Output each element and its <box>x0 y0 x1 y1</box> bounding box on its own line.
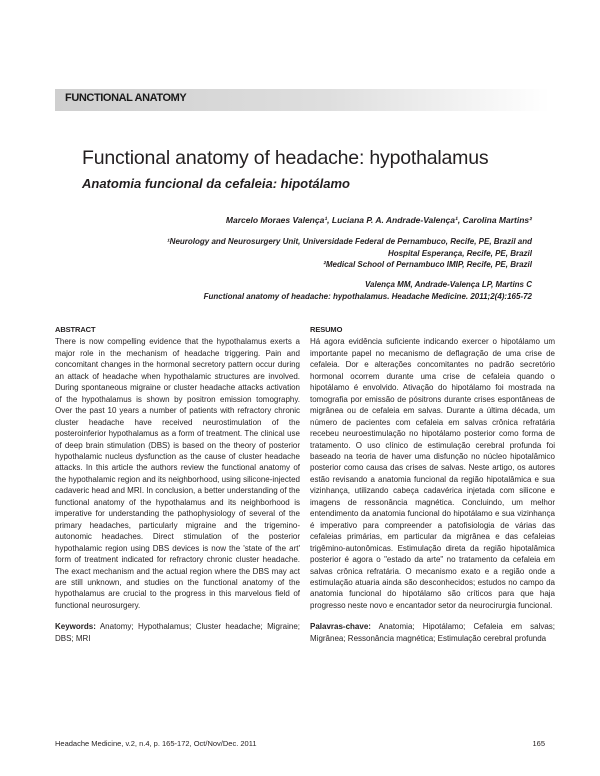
journal-footer: Headache Medicine, v.2, n.4, p. 165-172, Oct/Nov/Dec. 2011 <box>55 739 257 748</box>
citation <box>204 279 532 302</box>
keywords-values: Anatomy; Hypothalamus; Cluster headache; Migraine; DBS; MRI <box>55 622 301 643</box>
page-number: 165 <box>532 739 545 748</box>
resumo-column <box>310 324 555 644</box>
affiliation-1-line-2: Hospital Esperança, Recife, PE, Brazil <box>387 248 532 258</box>
section-label: FUNCTIONAL ANATOMY <box>65 92 187 104</box>
palavras-chave-label: Palavras-chave: <box>310 622 371 632</box>
abstract-keywords <box>55 621 300 644</box>
keywords-label: Keywords: <box>55 622 96 632</box>
affiliation-2: ²Medical School of Pernambuco IMIP, Recife, PE, Brazil <box>323 260 532 269</box>
resumo-heading: RESUMO <box>310 325 343 334</box>
abstract-text: There is now compelling evidence that the hypothalamus exerts a major role in the mechanism of headache triggering. Pain and concomitant changes in the hormonal secretory pattern occur during an attack of headache when hypothalamic structures are involved. During spontaneous migraine or cluster headache attacks activation of the hypothalamus is shown by positron emission tomography. Over the past 10 years a number of patients with refractory chronic cluster headache have received neurostimulation of the posteroinferior hypothalamus as a form of treatment. The clinical use of deep brain stimulation (DBS) is based on the theory of posterior hypothalamic nucleus dysfunction as the cause of cluster headache attacks. In this article the authors review the functional anatomy of the hypothalamic region and its neighborhood, using silicone-injected cadaveric head and MRI. In conclusion, a better understanding of the functional anatomy of the hypothalamus and its neighborhood is imperative for understanding the pathophysiology of several of the primary headaches, particularly migraine and the trigemino-autonomic headaches. Direct stimulation of the posterior hypothalamic region using DBS devices is now the 'state of the art' form of treatment indicated for refractory chronic cluster headache. The exact mechanism and the actual region where the DBS may act are still unknown, and studies on the functional anatomy of the hypothalamus are crucial to the progress in this marvelous field of functional neurosurgery. <box>55 337 300 610</box>
abstract-column <box>55 324 300 644</box>
author-list: Marcelo Moraes Valença¹, Luciana P. A. Andrade-Valença¹, Carolina Martins² <box>225 215 532 225</box>
abstract-heading: ABSTRACT <box>55 325 96 334</box>
affiliation-1-line-1: ¹Neurology and Neurosurgery Unit, Universidade Federal de Pernambuco, Recife, PE, Brazil and <box>167 237 532 246</box>
resumo-text: Há agora evidência suficiente indicando exercer o hipotálamo um importante papel no mecanismo de deflagração de uma crise de cefaleia. Dor e alterações concomitantes no padrão secretório hormonal ocorrem durante uma crise de cefaleia quando o hipotálamo é envolvido. Ativação do hipotálamo foi mostrada na tomografia por emissão de pósitrons durante crises espontâneas de migrânea ou de cefaleia em salvas. Durante a última década, um número de pacientes com cefaleia em salvas crônica refratária recebeu neuroestimulação no hipotálamo posterior como forma de tratamento. O uso clínico de estimulação cerebral profunda foi baseado na teoria de haver uma disfunção no núcleo hipotalâmico posterior como causa das crises de salvas. Neste artigo, os autores estão revisando a anatomia funcional da região hipotalâmica e sua vizinhança, utilizando cabeça cadavérica injetada com silicone e imagens de ressonância magnética. Concluindo, um melhor entendimento da anatomia funcional do hipotálamo e sua vizinhança é imperativo para compreender a patofisiologia de várias das cefaleias primárias, em particular da migrânea e das cefaleias trigêmino-autonômicas. Estimulação direta da região hipotalâmica posterior é agora o "estado da arte" no tratamento da cefaleia em salvas crônica refratária. O mecanismo exato e a região onde a estimulação atuaria ainda são desconhecidos; estudos no campo da anatomia funcional do hipotálamo são críticos para que haja progresso neste novo e encantador setor da neurocirurgia funcional. <box>310 337 555 610</box>
article-subtitle: Anatomia funcional da cefaleia: hipotálamo <box>82 176 350 191</box>
palavras-chave-values: Anatomia; Hipotálamo; Cefaleia em salvas; Migrânea; Ressonância magnética; Estimulação cerebral profunda <box>310 622 556 643</box>
article-title: Functional anatomy of headache: hypothalamus <box>82 147 489 169</box>
section-label-bar <box>55 89 550 111</box>
resumo-keywords <box>310 621 555 644</box>
affiliation-1 <box>167 236 532 259</box>
citation-authors: Valença MM, Andrade-Valença LP, Martins C <box>364 280 532 289</box>
citation-reference: Functional anatomy of headache: hypothalamus. Headache Medicine. 2011;2(4):165-72 <box>203 291 532 301</box>
